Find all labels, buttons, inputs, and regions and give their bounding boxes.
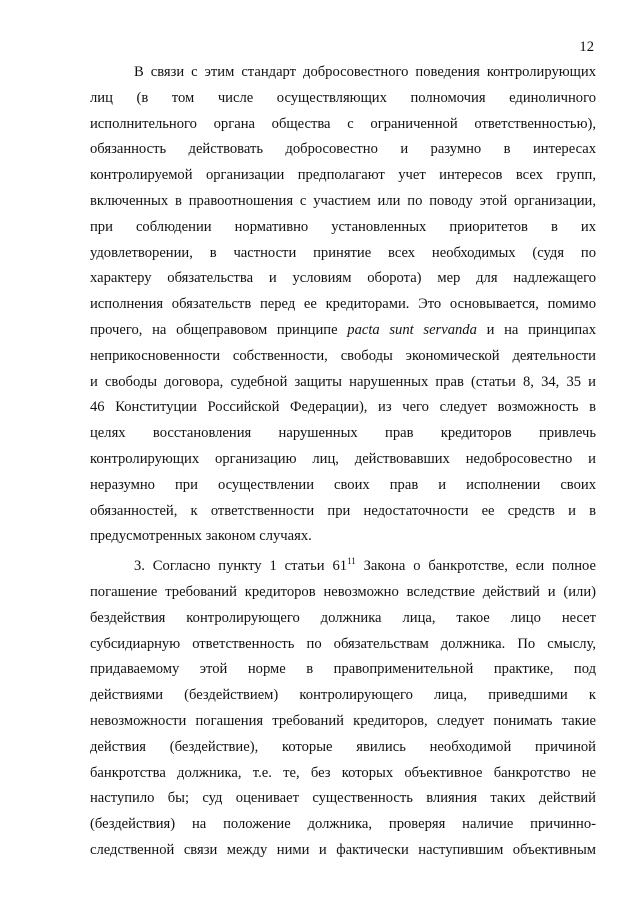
text-line: следственной связи между ними и фактически наступившим объективным [90, 841, 596, 858]
text-line: действиями (бездействием) контролирующего лица, приведшими к [90, 687, 596, 704]
text-line: банкротства должника, т.е. те, без которых объективное банкротство не [90, 764, 596, 781]
text-line: действия (бездействие), которые явились необходимой причиной [90, 738, 596, 755]
paragraph-2 [90, 554, 596, 864]
text-line: исполнительного органа общества с ограниченной ответственностью), [90, 115, 596, 132]
page-number: 12 [579, 39, 594, 55]
paragraph-1 [90, 60, 596, 550]
text-segment: и на принципах [486, 321, 597, 338]
text-line: наступило бы; суд оценивает существенность влияния таких действий [90, 790, 596, 807]
text-line: контролируемой организации предполагают учет интересов всех групп, [90, 167, 596, 184]
text-line: 46 Конституции Российской Федерации), из чего следует возможность в [90, 399, 596, 416]
text-line: характеру обязательства и условиям оборота) мер для надлежащего [90, 270, 596, 287]
text-line: неприкосновенности собственности, свободы экономической деятельности [90, 347, 596, 364]
text-line: удовлетворении, в частности принятие всех необходимых (судя по [90, 244, 596, 261]
text-line: невозможности погашения требований кредиторов, следует понимать такие [90, 712, 596, 729]
text-line: обязанность действовать добросовестно и разумно в интересах [90, 141, 596, 158]
text-line: и свободы договора, судебной защиты нарушенных прав (статьи 8, 34, 35 и [90, 373, 596, 390]
article-superscript: 11 [347, 556, 356, 567]
text-line: предусмотренных законом случаях. [90, 528, 312, 545]
text-line: неразумно при осуществлении своих прав и исполнении своих [90, 476, 596, 493]
text-line: субсидиарную ответственность по обязательствам должника. По смыслу, [90, 635, 596, 652]
text-segment: 3. Согласно пункту 1 статьи 61 [134, 558, 348, 575]
text-segment: прочего, на общеправовом принципе [90, 321, 338, 338]
text-line: исполнения обязательств перед ее кредиторами. Это основывается, помимо [90, 296, 596, 313]
text-line: лиц (в том числе осуществляющих полномочия единоличного [90, 89, 596, 106]
text-line-mixed [90, 554, 596, 580]
text-line: бездействия контролирующего должника лица, такое лицо несет [90, 609, 596, 626]
text-segment: Закона о банкротстве, если полное [363, 558, 597, 575]
text-line: целях восстановления нарушенных прав кредиторов привлечь [90, 425, 596, 442]
text-line: погашение требований кредиторов невозможно вследствие действий и (или) [90, 583, 596, 600]
text-line: придаваемому этой норме в правоприменительной практике, под [90, 661, 596, 678]
text-line: при соблюдении нормативно установленных приоритетов в их [90, 218, 596, 235]
text-line: включенных в правоотношения с участием или по поводу этой организации, [90, 192, 596, 209]
text-line: В связи с этим стандарт добросовестного поведения контролирующих [134, 64, 596, 80]
text-line-mixed [90, 318, 596, 344]
latin-phrase: pacta sunt servanda [347, 321, 477, 338]
text-line: (бездействия) на положение должника, проверяя наличие причинно- [90, 816, 596, 833]
text-line: обязанностей, к ответственности при недостаточности ее средств и в [90, 502, 596, 519]
document-body [90, 60, 596, 864]
text-line: контролирующих организацию лиц, действовавших недобросовестно и [90, 450, 596, 467]
